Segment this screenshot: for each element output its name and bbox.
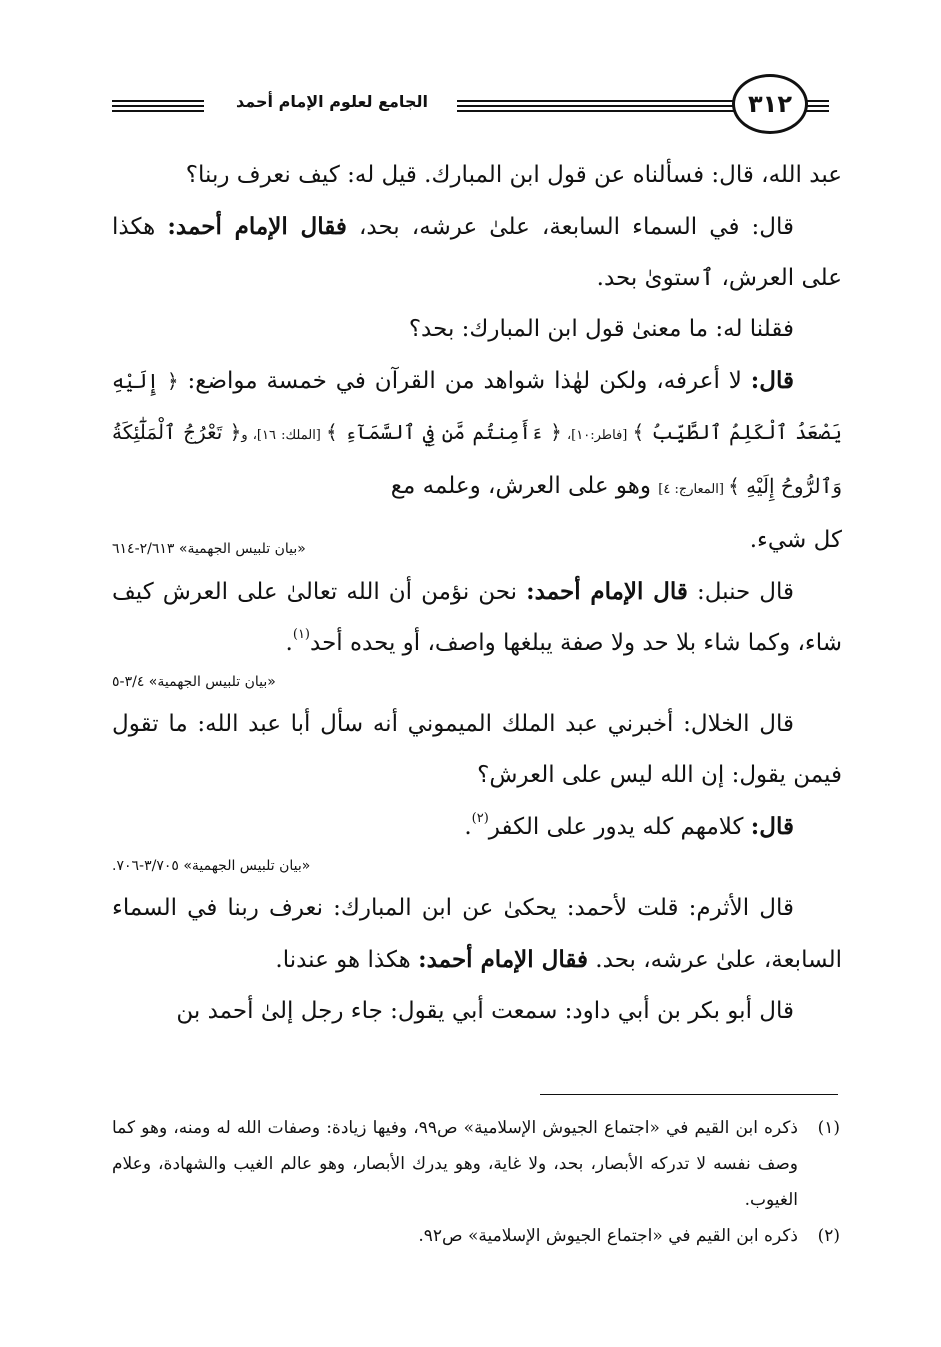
footnote-marker[interactable]: (٢) <box>471 811 489 826</box>
paragraph <box>112 201 842 304</box>
header-rule <box>112 100 204 102</box>
page-number: ٣١٢ <box>732 74 808 134</box>
paragraph-text: كلامهم كله يدور على الكفر <box>488 814 751 840</box>
quran-verse: ﴿ تَعْرُجُ ٱلْمَلَٰٓئِكَةُ وَٱلرُّوحُ إِلَيْهِ ﴾ <box>112 420 842 498</box>
paragraph-text: فقلنا له: ما معنىٰ قول ابن المبارك: بحد؟ <box>408 316 794 342</box>
source-citation: «بيان تلبيس الجهمية» ٣/٤-٥ <box>112 674 276 690</box>
paragraph <box>112 986 842 1037</box>
paragraph-text: نحن نؤمن أن الله تعالىٰ على العرش كيف شاء، وكما شاء بلا حد ولا صفة يبلغها واصف، أو يحده أحد <box>112 579 842 656</box>
speaker-label: قال: <box>750 813 794 840</box>
paragraph-text: قال حنبل: <box>687 579 795 605</box>
verse-reference: [الملك: ١٦]، و <box>241 428 326 443</box>
paragraph <box>112 355 842 515</box>
header-rule <box>112 105 204 107</box>
paragraph <box>112 801 842 853</box>
footnote-text: ذكره ابن القيم في «اجتماع الجيوش الإسلامية» ص٩٩، وفيها زيادة: وصفات الله له ومنه، وهو كما وصف نفسه لا تدركه الأبصار، بحد، ولا غاية، وهو يدرك الأبصار، وهو عالم الغيب والشهادة، وعلام الغيوب. <box>112 1118 798 1210</box>
verse-reference: [المعارج: ٤] <box>658 482 729 497</box>
paragraph <box>112 150 842 201</box>
speaker-label: قال الإمام أحمد: <box>526 578 688 605</box>
footnote-number: (١) <box>817 1118 840 1138</box>
footnotes <box>112 1110 840 1254</box>
paragraph <box>112 566 842 669</box>
quran-verse: ﴿ إِلَيْهِ يَصْعَدُ ٱلْكَلِمُ ٱلطَّيِّبُ ﴾ <box>112 369 842 444</box>
paragraph-last-line <box>112 515 842 566</box>
speaker-label: فقال الإمام أحمد: <box>418 946 588 973</box>
paragraph-text: هكذا هو عندنا. <box>275 947 419 973</box>
paragraph-text: كل شيء. <box>749 527 842 553</box>
paragraph <box>112 699 842 801</box>
paragraph-text: قال أبو بكر بن أبي داود: سمعت أبي يقول: جاء رجل إلىٰ أحمد بن <box>176 998 794 1024</box>
main-text <box>112 150 842 1037</box>
header-rule <box>112 110 204 112</box>
paragraph-text: لا أعرفه، ولكن لهٰذا شواهد من القرآن في خمسة مواضع: <box>178 368 751 394</box>
paragraph-text: . <box>285 630 293 656</box>
speaker-label: فقال الإمام أحمد: <box>167 213 347 240</box>
quran-verse: ﴿ ءَأَمِنتُم مَّن فِي ٱلسَّمَآءِ ﴾ <box>325 420 562 444</box>
footnote-divider <box>540 1094 838 1095</box>
verse-reference: [فاطر:١٠]، <box>561 428 633 443</box>
paragraph <box>112 883 842 986</box>
source-citation: «بيان تلبيس الجهمية» ٣/٧٠٥-٧٠٦. <box>112 858 311 874</box>
paragraph-text: هكذا على العرش، ٱستوىٰ بحد. <box>112 214 842 291</box>
footnote <box>112 1218 840 1254</box>
paragraph-text: قال الأثرم: قلت لأحمد: يحكىٰ عن ابن المبارك: نعرف ربنا في السماء السابعة، علىٰ عرشه، بحد. <box>112 895 842 973</box>
book-title: الجامع لعلوم الإمام أحمد <box>236 92 428 111</box>
footnote <box>112 1110 840 1218</box>
speaker-label: قال: <box>750 367 794 394</box>
source-citation: «بيان تلبيس الجهمية» ٢/٦١٣-٦١٤ <box>112 541 306 557</box>
footnote-marker[interactable]: (١) <box>292 627 310 642</box>
running-header <box>112 70 847 140</box>
paragraph-text: . <box>464 814 472 840</box>
paragraph-text: عبد الله، قال: فسألناه عن قول ابن المبارك. قيل له: كيف نعرف ربنا؟ <box>185 162 842 188</box>
footnote-text: ذكره ابن القيم في «اجتماع الجيوش الإسلامية» ص٩٢. <box>418 1226 798 1246</box>
paragraph <box>112 304 842 355</box>
paragraph-text: قال: في السماء السابعة، علىٰ عرشه، بحد، <box>346 214 795 240</box>
paragraph-text: وهو على العرش، وعلمه مع <box>390 473 659 499</box>
footnote-number: (٢) <box>817 1226 840 1246</box>
paragraph-text: قال الخلال: أخبرني عبد الملك الميموني أنه سأل أبا عبد الله: ما تقول فيمن يقول: إن الله ليس على العرش؟ <box>112 711 842 788</box>
